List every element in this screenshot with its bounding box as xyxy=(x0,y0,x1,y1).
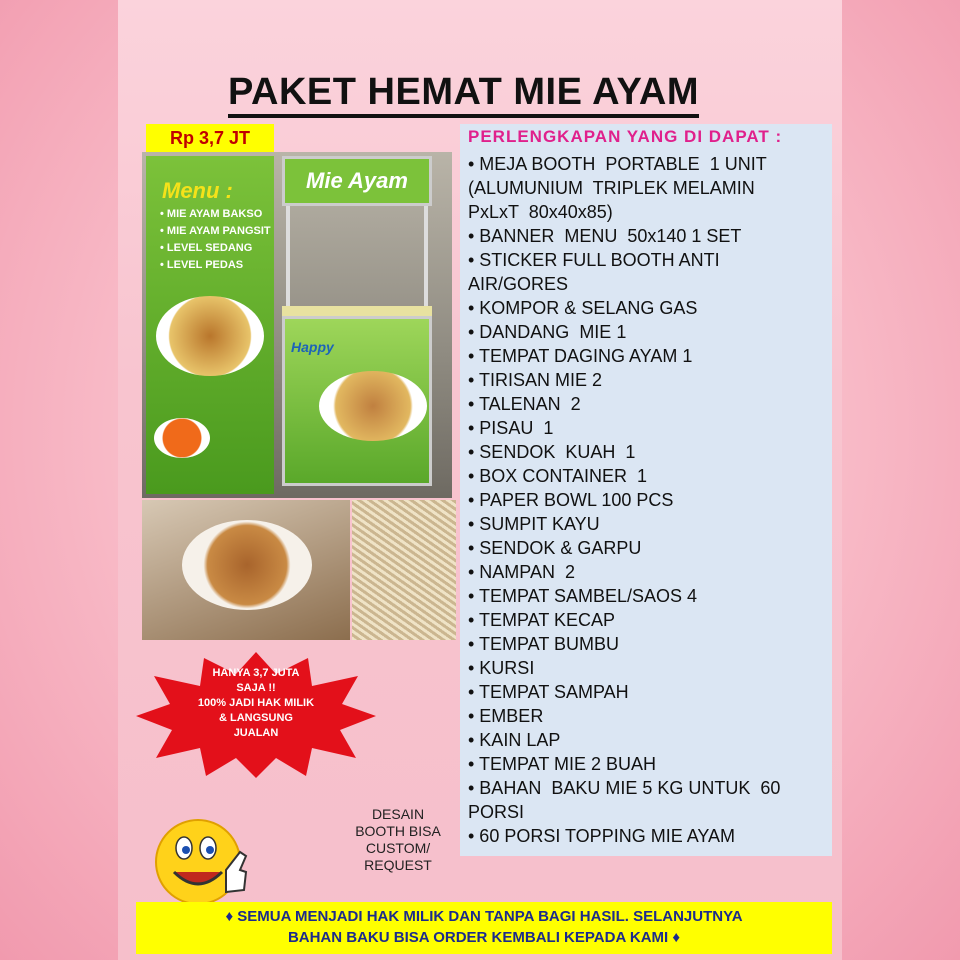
list-item: • DANDANG MIE 1 xyxy=(468,322,627,342)
list-item: • STICKER FULL BOOTH ANTI xyxy=(468,250,720,270)
list-item: AIR/GORES xyxy=(468,274,569,294)
custom-note-line: DESAIN xyxy=(371,806,425,822)
custom-note-line: BOOTH BISA xyxy=(355,823,441,839)
banner-item: • MIE AYAM PANGSIT xyxy=(160,225,271,237)
booth-sign-text: Mie Ayam xyxy=(306,168,408,193)
list-item: • KAIN LAP xyxy=(468,730,561,750)
banner-item: • MIE AYAM BAKSO xyxy=(160,208,263,220)
list-item: • SENDOK & GARPU xyxy=(468,538,642,558)
booth-bowl-image xyxy=(319,371,427,441)
booth-cart xyxy=(282,156,432,494)
custom-design-note xyxy=(348,806,448,874)
banner-sauce-image xyxy=(154,418,210,458)
banner-title: Menu : xyxy=(162,178,233,203)
custom-note-line: CUSTOM/ xyxy=(365,840,431,856)
list-item: • TEMPAT SAMPAH xyxy=(468,682,629,702)
menu-banner xyxy=(146,156,274,494)
list-item: • SENDOK KUAH 1 xyxy=(468,442,636,462)
list-item: • TEMPAT DAGING AYAM 1 xyxy=(468,346,693,366)
poster-title: PAKET HEMAT MIE AYAM xyxy=(228,72,699,118)
bowl-image xyxy=(182,520,312,610)
list-item: • TEMPAT BUMBU xyxy=(468,634,619,654)
equipment-heading: PERLENGKAPAN YANG DI DAPAT : xyxy=(468,127,783,146)
price-tag: Rp 3,7 JT xyxy=(146,124,274,152)
list-item: • BOX CONTAINER 1 xyxy=(468,466,647,486)
noodle-bowl-photo xyxy=(142,500,350,640)
booth-pole xyxy=(424,206,428,318)
raw-noodle-photo xyxy=(352,500,456,640)
list-item: PxLxT 80x40x85) xyxy=(468,202,613,222)
booth-sign xyxy=(282,156,432,206)
promo-line: JUALAN xyxy=(233,727,279,739)
booth-pole xyxy=(286,206,290,318)
thumbs-up-smiley-icon xyxy=(152,812,252,912)
list-item: • SUMPIT KAYU xyxy=(468,514,600,534)
banner-bowl-image xyxy=(156,296,264,376)
list-item: • EMBER xyxy=(468,706,544,726)
list-item: • TEMPAT SAMBEL/SAOS 4 xyxy=(468,586,698,606)
list-item: • NAMPAN 2 xyxy=(468,562,575,582)
list-item: • PAPER BOWL 100 PCS xyxy=(468,490,674,510)
list-item: PORSI xyxy=(468,802,525,822)
list-item: • KURSI xyxy=(468,658,535,678)
footer-line: BAHAN BAKU BISA ORDER KEMBALI KEPADA KAMI ♦ xyxy=(287,929,681,946)
equipment-list xyxy=(468,152,828,848)
list-item: • TALENAN 2 xyxy=(468,394,581,414)
banner-item: • LEVEL SEDANG xyxy=(160,242,253,254)
promo-text xyxy=(196,666,316,741)
promo-line: & LANGSUNG xyxy=(219,712,293,724)
footer-banner xyxy=(136,902,832,954)
list-item: • BANNER MENU 50x140 1 SET xyxy=(468,226,742,246)
list-item: • TEMPAT KECAP xyxy=(468,610,616,630)
list-item: (ALUMUNIUM TRIPLEK MELAMIN xyxy=(468,178,755,198)
booth-badge: Happy xyxy=(291,339,334,355)
custom-note-line: REQUEST xyxy=(364,857,432,873)
list-item: • BAHAN BAKU MIE 5 KG UNTUK 60 xyxy=(468,778,781,798)
banner-item: • LEVEL PEDAS xyxy=(160,259,244,271)
footer-line: ♦ SEMUA MENJADI HAK MILIK DAN TANPA BAGI HASIL. SELANJUTNYA xyxy=(225,908,743,925)
promo-line: HANYA 3,7 JUTA xyxy=(212,667,300,679)
list-item: • 60 PORSI TOPPING MIE AYAM xyxy=(468,826,736,846)
booth-photo xyxy=(142,152,452,498)
list-item: • PISAU 1 xyxy=(468,418,554,438)
banner-menu-list xyxy=(160,206,271,274)
booth-body xyxy=(282,316,432,486)
promo-line: 100% JADI HAK MILIK xyxy=(197,697,315,709)
list-item: • TEMPAT MIE 2 BUAH xyxy=(468,754,657,774)
list-item: • KOMPOR & SELANG GAS xyxy=(468,298,698,318)
promo-line: SAJA !! xyxy=(236,682,276,694)
equipment-panel xyxy=(460,124,832,856)
list-item: • MEJA BOOTH PORTABLE 1 UNIT xyxy=(468,154,767,174)
list-item: • TIRISAN MIE 2 xyxy=(468,370,602,390)
